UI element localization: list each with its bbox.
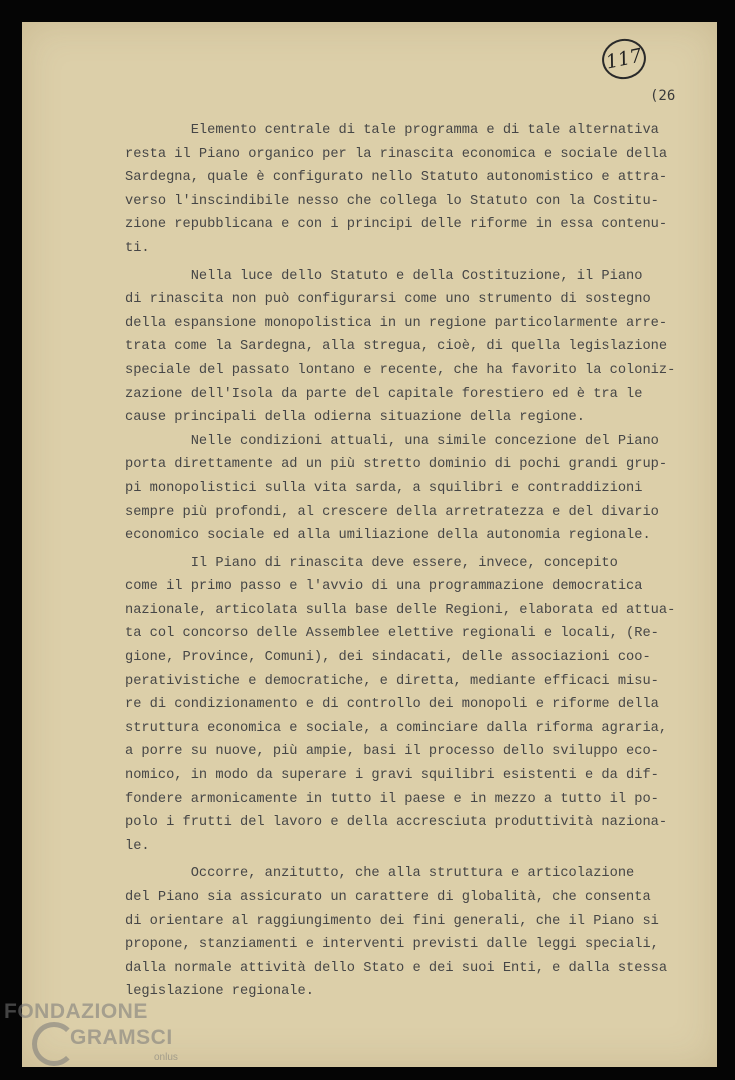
text-line: di rinascita non può configurarsi come uno strumento di sostegno	[125, 292, 651, 308]
text-line: sempre più profondi, al crescere della arretratezza e del divario	[125, 504, 659, 520]
text-line: Sardegna, quale è configurato nello Statuto autonomistico e attra-	[125, 170, 668, 186]
logo-line2: GRAMSCI	[70, 1026, 173, 1049]
logo-sub: onlus	[154, 1052, 178, 1063]
text-line: ti.	[125, 240, 150, 256]
body-text	[125, 119, 685, 1004]
text-line: gione, Province, Comuni), dei sindacati, delle associazioni coo-	[125, 650, 651, 666]
text-line: Elemento centrale di tale programma e di tale alternativa	[125, 123, 659, 138]
text-line: Nelle condizioni attuali, una simile concezione del Piano	[125, 433, 659, 449]
text-line: nazionale, articolata sulla base delle Regioni, elaborata ed attua-	[125, 602, 676, 618]
logo-line1: FONDAZIONE	[4, 1000, 148, 1023]
text-line: perativistiche e democratiche, e diretta, mediante efficaci misu-	[125, 673, 659, 689]
paragraph	[125, 119, 685, 261]
document-page	[22, 22, 717, 1067]
paragraph	[125, 862, 685, 1004]
text-line: Nella luce dello Statuto e della Costituzione, il Piano	[125, 268, 643, 284]
text-line: speciale del passato lontano e recente, che ha favorito la coloniz-	[125, 362, 676, 378]
text-line: di orientare al raggiungimento dei fini generali, che il Piano si	[125, 913, 659, 929]
watermark-logo	[4, 1000, 204, 1075]
text-line: ta col concorso delle Assemblee elettive regionali e locali, (Re-	[125, 626, 659, 642]
text-line: economico sociale ed alla umiliazione della autonomia regionale.	[125, 528, 651, 544]
text-line: zione repubblicana e con i principi delle riforme in essa contenu-	[125, 217, 668, 233]
text-line: del Piano sia assicurato un carattere di globalità, che consenta	[125, 890, 651, 905]
text-line: propone, stanziamenti e interventi previsti dalle leggi speciali,	[125, 937, 659, 953]
text-line: le.	[125, 838, 150, 854]
text-line: struttura economica e sociale, a cominciare dalla riforma agraria,	[125, 720, 668, 736]
text-line: della espansione monopolistica in un regione particolarmente arre-	[125, 315, 668, 331]
text-line: a porre su nuove, più ampie, basi il processo dello sviluppo eco-	[125, 744, 659, 760]
text-line: cause principali della odierna situazione della regione.	[125, 410, 585, 426]
text-line: nomico, in modo da superare i gravi squilibri esistenti e da dif-	[125, 768, 659, 784]
paragraph	[125, 265, 685, 430]
text-line: resta il Piano organico per la rinascita economica e sociale della	[125, 146, 668, 162]
paragraph	[125, 552, 685, 859]
text-line: zazione dell'Isola da parte del capitale forestiero ed è tra le	[125, 386, 643, 402]
text-line: verso l'inscindibile nesso che collega lo Statuto con la Costitu-	[125, 193, 659, 209]
page-number: (26	[650, 88, 676, 104]
paragraph	[125, 430, 685, 548]
text-line: porta direttamente ad un più stretto dominio di pochi grandi grup-	[125, 457, 668, 473]
text-line: come il primo passo e l'avvio di una programmazione democratica	[125, 579, 643, 595]
text-line: dalla normale attività dello Stato e dei suoi Enti, e dalla stessa	[125, 960, 668, 976]
text-line: pi monopolistici sulla vita sarda, a squilibri e contraddizioni	[125, 480, 643, 496]
text-line: fondere armonicamente in tutto il paese e in mezzo a tutto il po-	[125, 791, 659, 807]
text-line: trata come la Sardegna, alla stregua, cioè, di quella legislazione	[125, 339, 668, 355]
text-line: re di condizionamento e di controllo dei monopoli e riforme della	[125, 697, 659, 713]
text-line: legislazione regionale.	[125, 984, 314, 1000]
stamp-number: 117	[603, 44, 645, 74]
page-stamp	[598, 35, 649, 83]
text-line: polo i frutti del lavoro e della accresciuta produttività naziona-	[125, 815, 668, 831]
text-line: Il Piano di rinascita deve essere, invece, concepito	[125, 555, 618, 571]
text-line: Occorre, anzitutto, che alla struttura e articolazione	[125, 866, 635, 882]
